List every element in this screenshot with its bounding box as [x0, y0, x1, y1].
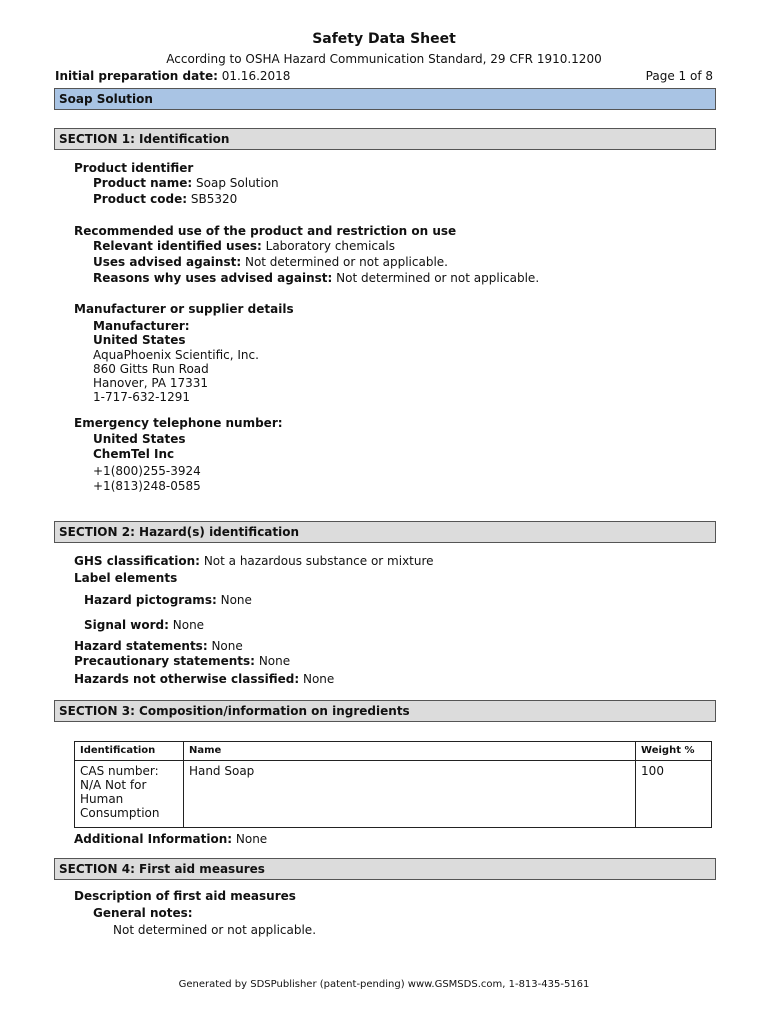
precautionary-statements-label: Precautionary statements:: [74, 654, 255, 668]
hazards-not-otherwise-classified-label: Hazards not otherwise classified:: [74, 672, 300, 686]
precautionary-statements-value: None: [258, 654, 291, 668]
preparation-date: [55, 69, 290, 83]
additional-information-label: Additional Information:: [74, 832, 233, 846]
preparation-date-label: Initial preparation date:: [55, 69, 218, 83]
product-code-label: Product code:: [93, 192, 188, 206]
hazard-statements-row: [74, 639, 243, 654]
product-code-value: SB5320: [190, 192, 238, 206]
hazards-not-otherwise-classified-row: [74, 672, 334, 687]
document-subtitle: According to OSHA Hazard Communication Standard, 29 CFR 1910.1200: [166, 52, 602, 66]
additional-information-row: [74, 832, 267, 847]
relevant-uses-label: Relevant identified uses:: [93, 239, 262, 253]
additional-information-value: None: [235, 832, 268, 846]
uses-advised-against-label: Uses advised against:: [93, 255, 242, 269]
identification-line: Human: [80, 792, 124, 806]
product-bar: Soap Solution: [54, 88, 716, 110]
product-identifier-heading: Product identifier: [74, 161, 194, 175]
product-name-label: Product name:: [93, 176, 193, 190]
reasons-row: [93, 271, 539, 286]
ingredients-table-header-row: [75, 742, 712, 761]
product-name-value: Soap Solution: [196, 176, 279, 190]
reasons-value: Not determined or not applicable.: [336, 271, 540, 285]
first-aid-description-heading: Description of first aid measures: [74, 889, 296, 903]
emergency-phone-heading: Emergency telephone number:: [74, 416, 283, 430]
reasons-label: Reasons why uses advised against:: [93, 271, 333, 285]
product-name-row: [93, 176, 279, 191]
general-notes-label: General notes:: [93, 906, 193, 920]
page-number: Page 1 of 8: [645, 69, 713, 83]
signal-word-row: [84, 618, 204, 633]
section-4-header: SECTION 4: First aid measures: [54, 858, 716, 880]
identification-cell: [75, 761, 184, 828]
identification-line: CAS number:: [80, 764, 159, 778]
general-notes-value: Not determined or not applicable.: [113, 923, 317, 937]
relevant-uses-row: [93, 239, 395, 254]
column-header-name: Name: [183, 742, 635, 761]
manufacturer-street: 860 Gitts Run Road: [93, 362, 209, 376]
manufacturer-details-heading: Manufacturer or supplier details: [74, 302, 294, 316]
uses-advised-against-value: Not determined or not applicable.: [244, 255, 448, 269]
identification-line: N/A Not for: [80, 778, 147, 792]
hazard-statements-value: None: [211, 639, 243, 653]
manufacturer-city: Hanover, PA 17331: [93, 376, 209, 390]
ghs-classification-row: [74, 554, 434, 569]
identification-line: Consumption: [80, 806, 160, 820]
precautionary-statements-row: [74, 654, 290, 669]
column-header-identification: Identification: [75, 742, 184, 761]
relevant-uses-value: Laboratory chemicals: [265, 239, 395, 253]
manufacturer-phone: 1-717-632-1291: [93, 390, 190, 404]
footer-generated-by: Generated by SDSPublisher (patent-pending) www.GSMSDS.com, 1-813-435-5161: [178, 979, 590, 990]
section-3-header: SECTION 3: Composition/information on ingredients: [54, 700, 716, 722]
label-elements-heading: Label elements: [74, 571, 178, 585]
product-code-row: [93, 192, 237, 207]
section-2-header: SECTION 2: Hazard(s) identification: [54, 521, 716, 543]
manufacturer-label: Manufacturer:: [93, 319, 190, 333]
section-1-header: SECTION 1: Identification: [54, 128, 716, 150]
preparation-date-value: 01.16.2018: [221, 69, 291, 83]
name-cell: Hand Soap: [183, 761, 635, 828]
signal-word-label: Signal word:: [84, 618, 169, 632]
recommended-use-heading: Recommended use of the product and restriction on use: [74, 224, 457, 238]
manufacturer-name: AquaPhoenix Scientific, Inc.: [93, 348, 259, 362]
document-title: Safety Data Sheet: [312, 31, 456, 47]
hazard-pictograms-label: Hazard pictograms:: [84, 593, 217, 607]
table-row: [75, 761, 712, 828]
hazard-pictograms-row: [84, 593, 252, 608]
emergency-phone-1: +1(800)255-3924: [93, 464, 201, 478]
column-header-weight: Weight %: [636, 742, 712, 761]
emergency-country: United States: [93, 432, 186, 446]
emergency-phone-2: +1(813)248-0585: [93, 479, 201, 493]
ghs-classification-label: GHS classification:: [74, 554, 200, 568]
hazard-statements-label: Hazard statements:: [74, 639, 208, 653]
hazard-pictograms-value: None: [220, 593, 252, 607]
ingredients-table: [74, 741, 712, 828]
ghs-classification-value: Not a hazardous substance or mixture: [203, 554, 434, 568]
emergency-company: ChemTel Inc: [93, 447, 175, 461]
weight-cell: 100: [636, 761, 712, 828]
hazards-not-otherwise-classified-value: None: [302, 672, 335, 686]
uses-advised-against-row: [93, 255, 448, 270]
signal-word-value: None: [172, 618, 205, 632]
manufacturer-country: United States: [93, 333, 186, 347]
